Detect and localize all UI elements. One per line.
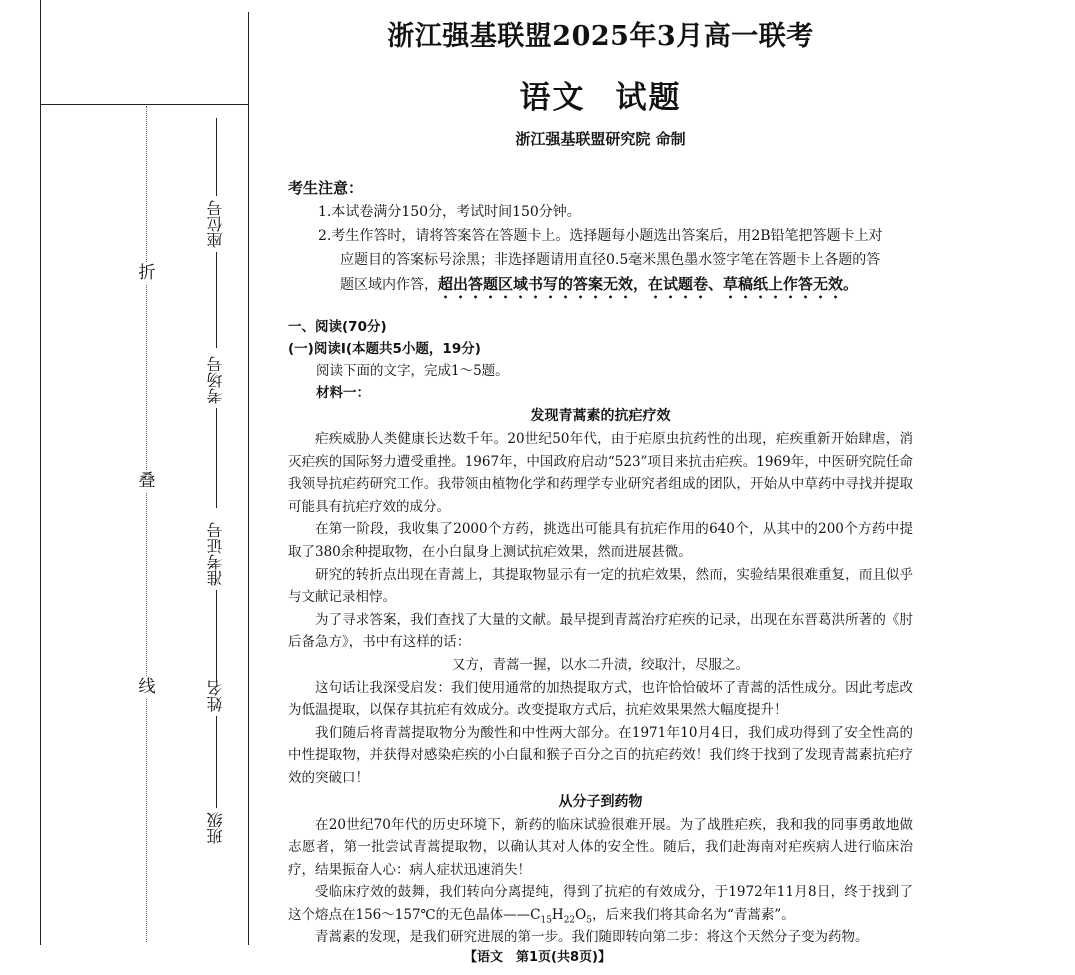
exam-room-field	[203, 352, 229, 508]
notice-heading: 考生注意：	[288, 179, 364, 197]
paragraph: 青蒿素的发现，是我们研究进展的第一步。我们随即转向第二步：将这个天然分子变为药物。	[315, 929, 869, 946]
notice-item-1: 1.本试卷满分150分，考试时间150分钟。	[318, 204, 581, 220]
candidate-notice	[288, 176, 913, 302]
paragraph: 在20世纪70年代的历史环境下，新药的临床试验很难开展。为了战胜疟疾，我和我的同事勇敢地做志愿者，第一批尝试青蒿提取物，以确认其对人体的安全性。随后，我们赴海南对疟疾病人进行临床治疗，结果振奋人心：病人症状迅速消失！	[288, 816, 913, 878]
class-label: 班级	[206, 812, 225, 844]
paper-maker: 浙江强基联盟研究院 命制	[515, 130, 686, 148]
fold-char-die: 叠	[136, 470, 158, 492]
class-field	[203, 808, 229, 848]
binding-inner-line	[248, 12, 249, 945]
admission-number-field	[203, 518, 229, 682]
article-body-2	[288, 814, 913, 950]
exam-room-label: 考场号	[206, 356, 225, 404]
notice-warning: 超出答题区域书写的答案无效，在试题卷、草稿纸上作答无效。	[438, 275, 859, 293]
paragraph: 为了寻求答案，我们查找了大量的文献。最早提到青蒿治疗疟疾的记录，出现在东晋葛洪所著的《肘后备急方》，书中有这样的话：	[288, 611, 913, 651]
section-heading: 一、阅读(70分)	[288, 319, 387, 335]
exam-page-content	[288, 12, 913, 949]
notice-item-2-line-3: 题区域内作答，超出答题区域书写的答案无效，在试题卷、草稿纸上作答无效。	[340, 275, 859, 293]
subject-title	[288, 72, 913, 116]
fold-dotted-line	[146, 106, 147, 942]
notice-item-2-line-2: 应题目的答案标号涂黑；非选择题请用直径0.5毫米黑色墨水签字笔在答题卡上各题的答	[340, 252, 881, 268]
admission-number-label: 准考证号	[206, 522, 225, 586]
fold-char-zhe: 折	[136, 262, 158, 284]
paragraph: 在第一阶段，我收集了2000个方药，挑选出可能具有抗疟作用的640个，从其中的200个方药中提取了380余种提取物，在小白鼠身上测试抗疟效果，然而进展甚微。	[288, 521, 913, 560]
reading-instruction: 阅读下面的文字，完成1～5题。	[316, 363, 509, 379]
reading-section	[288, 316, 913, 949]
material-label: 材料一：	[316, 385, 370, 401]
binding-top-line	[40, 104, 249, 105]
paragraph: 这句话让我深受启发：我们使用通常的加热提取方式，也许恰恰破坏了青蒿的活性成分。因此考虑改为低温提取，以保存其抗疟有效成分。改变提取方式后，抗疟效果果然大幅度提升！	[288, 679, 913, 719]
paragraph: 研究的转折点出现在青蒿上，其提取物显示有一定的抗疟效果，然而，实验结果很难重复，而且似乎与文献记录相悖。	[288, 566, 913, 606]
paragraph: 疟疾威胁人类健康长达数千年。20世纪50年代，由于疟原虫抗药性的出现，疟疾重新开始肆虐，消灭疟疾的国际努力遭受重挫。1967年，中国政府启动“523”项目来抗击疟疾。1969年，中医研究院任命我领导抗疟药研究工作。我带领由植物化学和药理学专业研究者组成的团队，开始从中草药中寻找并提取可能具有抗疟疗效的成分。	[288, 431, 913, 515]
subsection-heading: (一)阅读Ⅰ(本题共5小题，19分)	[288, 341, 481, 357]
fold-char-xian: 线	[136, 676, 158, 698]
binding-outer-line	[40, 0, 41, 945]
paragraph: 我们随后将青蒿提取物分为酸性和中性两大部分。在1971年10月4日，我们成功得到了安全性高的中性提取物，并获得对感染疟疾的小白鼠和猴子百分之百的抗疟药效！我们终于找到了发现青蒿素抗疟疗效的突破口！	[288, 724, 913, 786]
quotation: 又方，青蒿一握，以水二升渍，绞取汁，尽服之。	[452, 656, 749, 673]
page-footer: 【语文 第1页(共8页)】	[464, 950, 611, 965]
seat-number-label: 座位号	[206, 200, 225, 248]
paragraph-formula: 受临床疗效的鼓舞，我们转向分离提纯，得到了抗疟的有效成分，于1972年11月8日，终于找到了这个熔点在156～157℃的无色晶体$——C_{15}H_{22}O_5$，后来我们将其命名为“青蒿素”。	[288, 884, 913, 926]
name-label: 姓名	[206, 680, 225, 712]
paper-label: 试题	[615, 80, 682, 116]
subject-name: 语文	[519, 80, 586, 116]
exam-title: 浙江强基联盟2025年3月高一联考	[387, 21, 814, 52]
binding-margin	[0, 0, 250, 975]
seat-number-field	[203, 118, 229, 348]
article-body	[288, 428, 913, 790]
name-field	[203, 676, 229, 808]
article-title-2: 从分子到药物	[558, 793, 643, 810]
article-title-1: 发现青蒿素的抗疟疗效	[530, 408, 671, 424]
notice-item-2-line-1: 2.考生作答时，请将答案答在答题卡上。选择题每小题选出答案后，用2B铅笔把答题卡上对	[318, 228, 883, 244]
